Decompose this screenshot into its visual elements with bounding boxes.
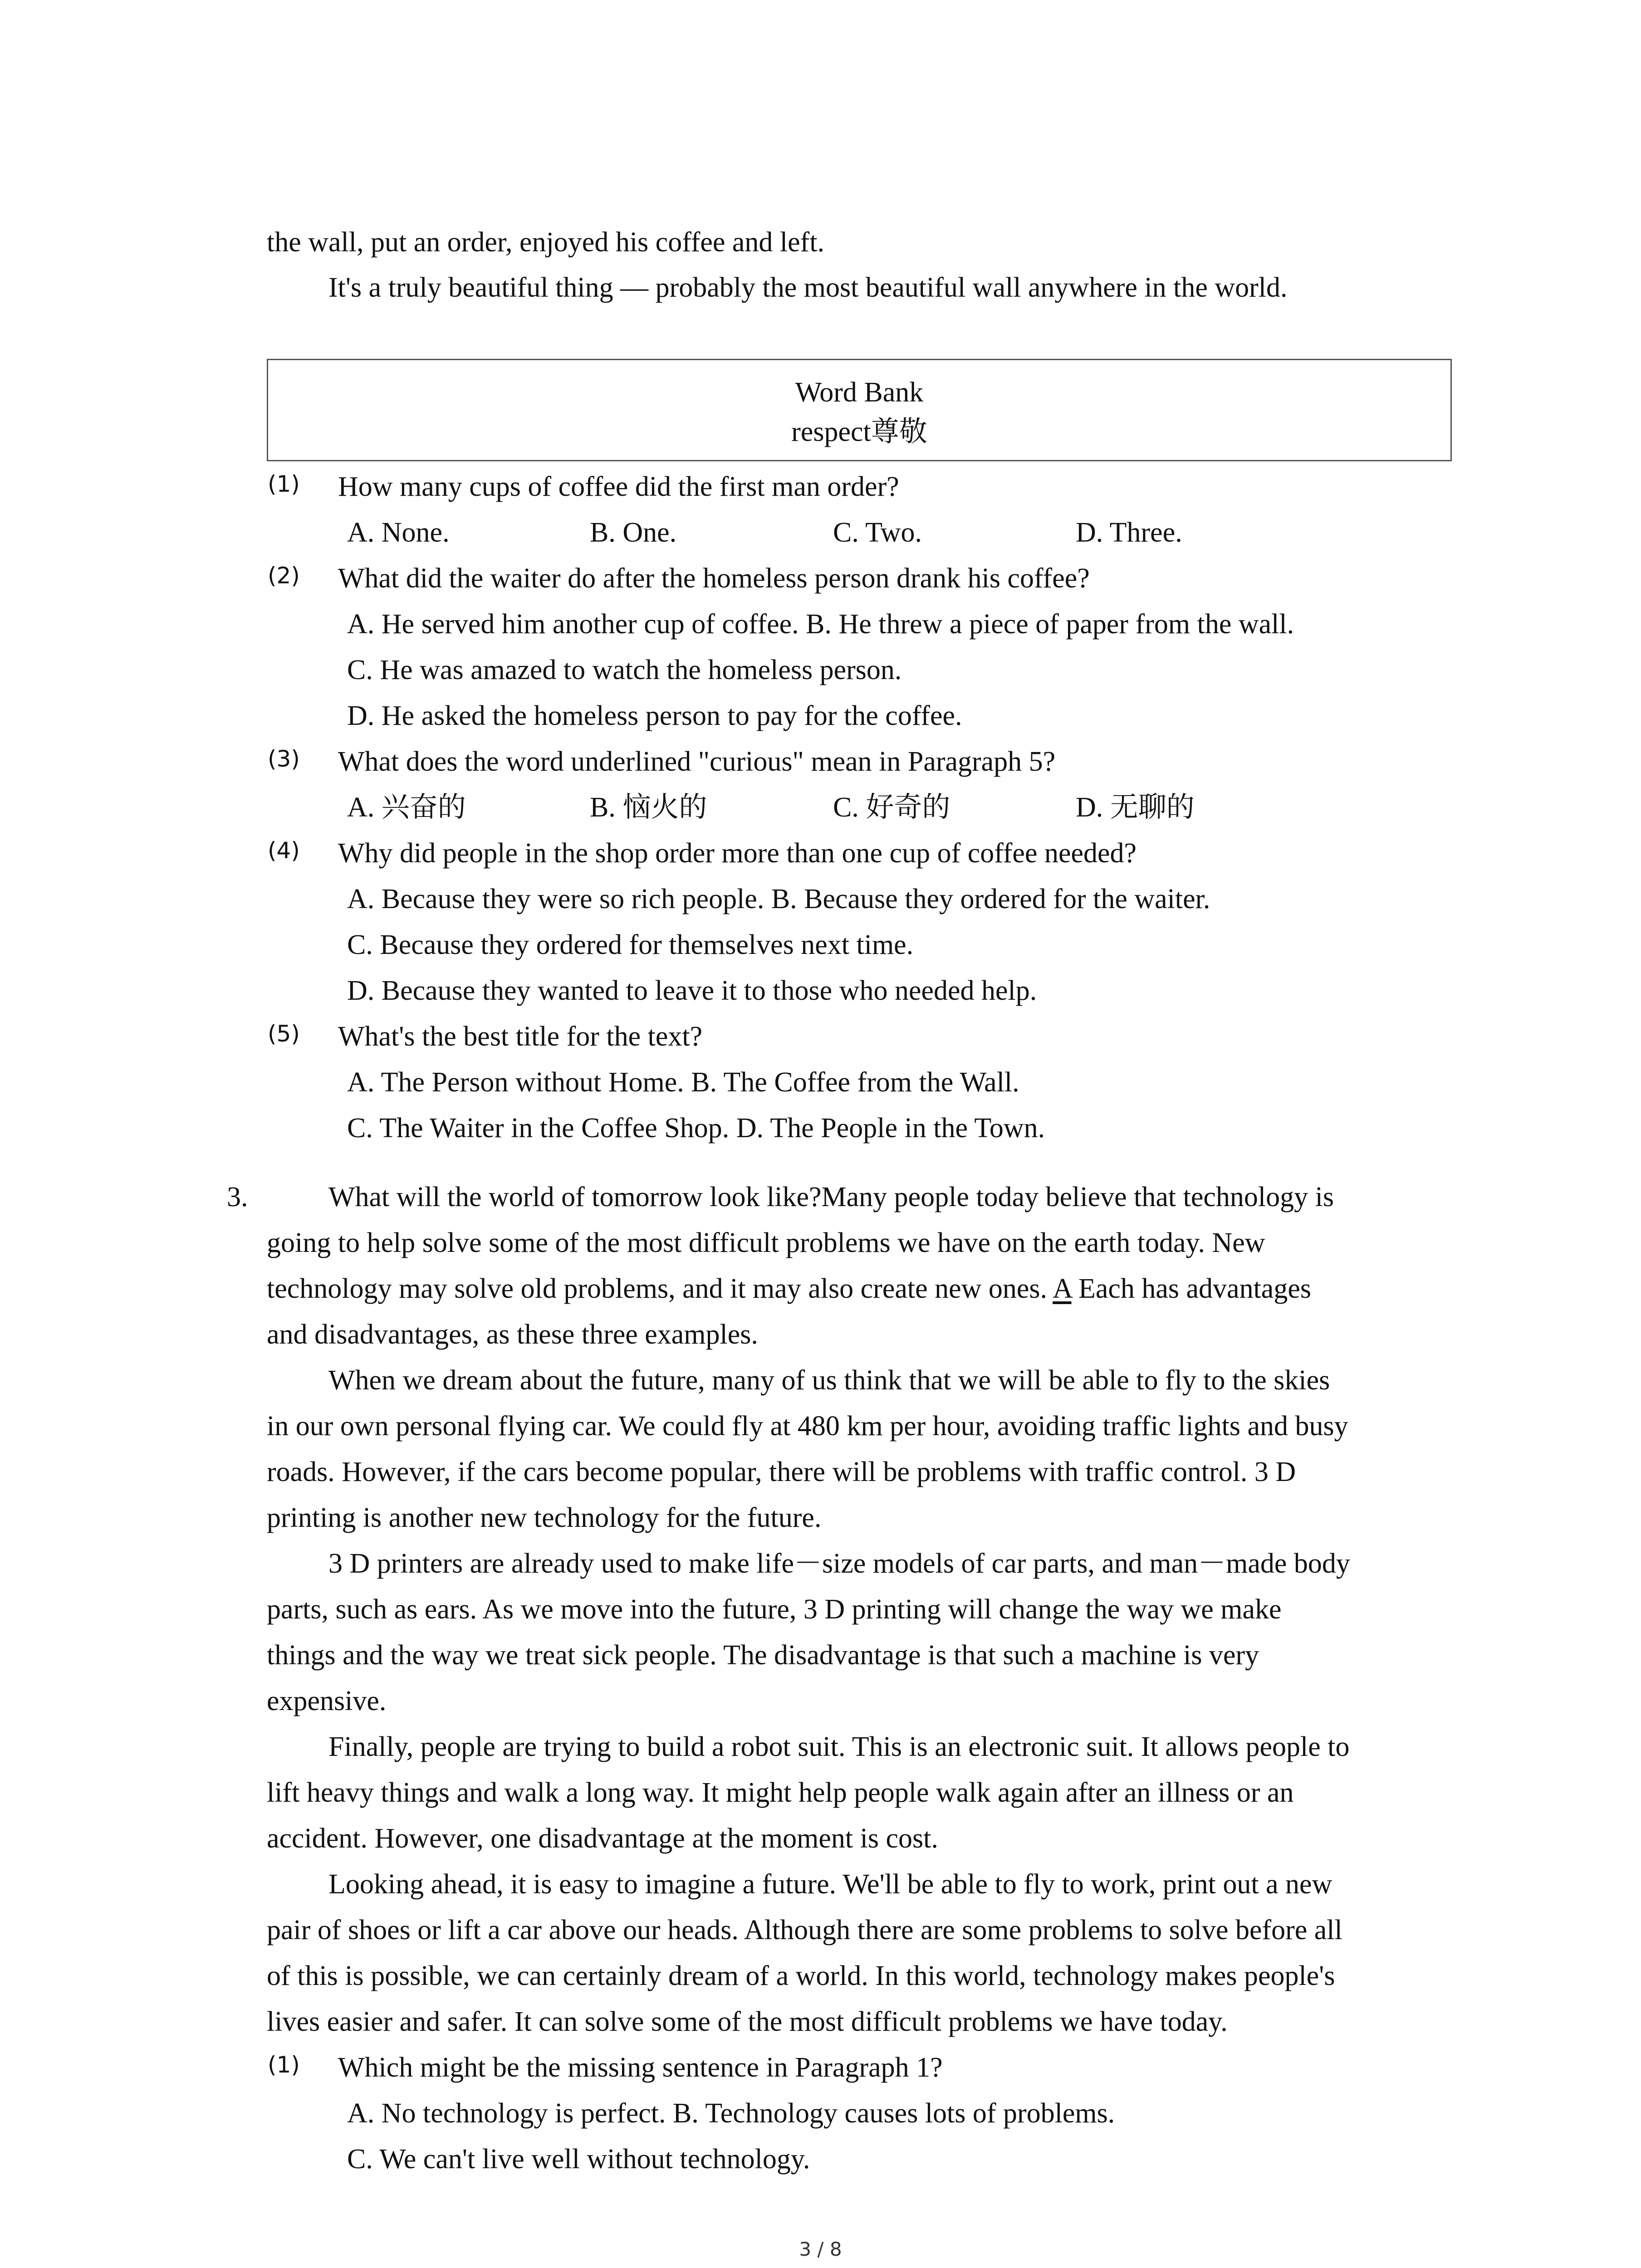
passage-line: going to help solve some of the most difficult problems we have on the earth today. New (267, 1227, 1265, 1258)
passage-line: Finally, people are trying to build a robot suit. This is an electronic suit. It allows people to (328, 1731, 1350, 1762)
option[interactable]: C. The Waiter in the Coffee Shop. D. The People in the Town. (347, 1113, 1045, 1144)
option[interactable]: B. 恼火的 (590, 792, 707, 823)
word-bank-box (267, 359, 1452, 461)
passage-line: in our own personal flying car. We could fly at 480 km per hour, avoiding traffic lights and busy (267, 1411, 1348, 1442)
word-bank-entry: respect尊敬 (791, 416, 927, 447)
passage-line: expensive. (267, 1686, 387, 1716)
question-number: (1) (268, 2052, 300, 2078)
passage-line: lives easier and safer. It can solve some of the most difficult problems we have today. (267, 2006, 1228, 2037)
question-text: Which might be the missing sentence in Paragraph 1? (338, 2052, 943, 2083)
passage-text: technology may solve old problems, and it may also create new ones. (267, 1273, 1053, 1304)
question-text: What did the waiter do after the homeless person drank his coffee? (338, 563, 1090, 594)
option[interactable]: D. Because they wanted to leave it to those who needed help. (347, 975, 1037, 1006)
question-number: (3) (268, 746, 300, 772)
passage-line-with-blank (267, 1275, 1455, 1303)
passage-line: parts, such as ears. As we move into the future, 3 D printing will change the way we make (267, 1594, 1282, 1625)
option[interactable]: B. One. (590, 517, 677, 548)
option[interactable]: A. The Person without Home. B. The Coffee from the Wall. (347, 1067, 1019, 1098)
question-text: What does the word underlined "curious" mean in Paragraph 5? (338, 746, 1056, 777)
passage-line: Looking ahead, it is easy to imagine a future. We'll be able to fly to work, print out a new (328, 1869, 1332, 1900)
option[interactable]: A. He served him another cup of coffee. B. He threw a piece of paper from the wall. (347, 609, 1294, 640)
option[interactable]: A. 兴奋的 (347, 792, 466, 823)
question-text: How many cups of coffee did the first man order? (338, 471, 899, 502)
passage-line: printing is another new technology for the future. (267, 1502, 822, 1533)
option[interactable]: A. Because they were so rich people. B. Because they ordered for the waiter. (347, 884, 1210, 914)
option[interactable]: C. Because they ordered for themselves next time. (347, 929, 914, 960)
passage-line: and disadvantages, as these three examples. (267, 1319, 758, 1350)
passage-line: roads. However, if the cars become popular, there will be problems with traffic control. 3 D (267, 1457, 1296, 1487)
passage-line: What will the world of tomorrow look like?Many people today believe that technology is (328, 1182, 1334, 1212)
passage-line: accident. However, one disadvantage at the moment is cost. (267, 1823, 938, 1854)
passage-line: things and the way we treat sick people. The disadvantage is that such a machine is very (267, 1640, 1259, 1671)
question-text: What's the best title for the text? (338, 1021, 703, 1052)
passage-text: Each has advantages (1071, 1273, 1311, 1304)
question-number: (1) (268, 471, 300, 497)
passage-line: pair of shoes or lift a car above our heads. Although there are some problems to solve before all (267, 1915, 1342, 1945)
option[interactable]: D. Three. (1076, 517, 1182, 548)
question-text: Why did people in the shop order more than one cup of coffee needed? (338, 838, 1137, 869)
section-number: 3. (227, 1182, 248, 1212)
option[interactable]: C. Two. (833, 517, 922, 548)
option[interactable]: D. 无聊的 (1076, 792, 1195, 823)
blank-marker: A (1053, 1273, 1072, 1304)
option[interactable]: A. No technology is perfect. B. Technology causes lots of problems. (347, 2098, 1115, 2129)
option[interactable]: C. He was amazed to watch the homeless person. (347, 655, 902, 685)
option[interactable]: C. We can't live well without technology. (347, 2144, 810, 2175)
question-number: (2) (268, 562, 300, 589)
passage-line: When we dream about the future, many of us think that we will be able to fly to the skies (328, 1365, 1330, 1396)
passage-line: of this is possible, we can certainly dream of a world. In this world, technology makes people's (267, 1960, 1335, 1991)
passage-line: lift heavy things and walk a long way. It might help people walk again after an illness or an (267, 1777, 1294, 1808)
question-number: (4) (268, 837, 300, 864)
option[interactable]: D. He asked the homeless person to pay for the coffee. (347, 700, 962, 731)
intro-line-2: It's a truly beautiful thing — probably the most beautiful wall anywhere in the world. (328, 272, 1288, 303)
intro-line-1: the wall, put an order, enjoyed his coffee and left. (267, 227, 825, 258)
passage-line: 3 D printers are already used to make life－size models of car parts, and man－made body (328, 1548, 1350, 1579)
option[interactable]: A. None. (347, 517, 450, 548)
question-number: (5) (268, 1021, 300, 1047)
word-bank-title: Word Bank (795, 377, 924, 408)
page-number: 3 / 8 (799, 2238, 842, 2260)
option[interactable]: C. 好奇的 (833, 792, 950, 823)
